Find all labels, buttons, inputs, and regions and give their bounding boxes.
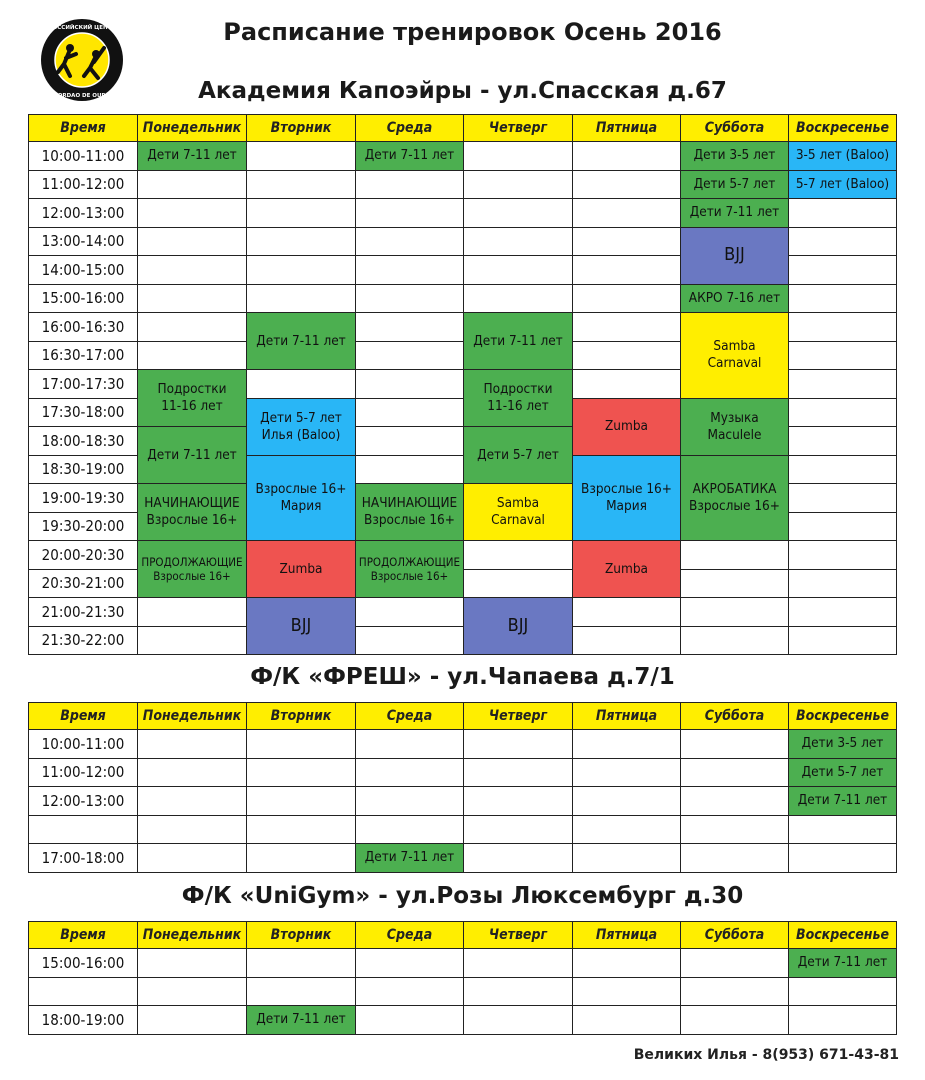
table-row <box>29 844 897 873</box>
class-session <box>138 484 247 541</box>
class-session <box>681 284 789 313</box>
time-slot: 20:30-21:00 <box>29 569 138 598</box>
empty-slot <box>356 455 464 484</box>
empty-slot <box>681 844 789 873</box>
empty-slot <box>138 977 247 1006</box>
svg-text:CORDAO DE OURO: CORDAO DE OURO <box>53 93 111 99</box>
empty-slot <box>789 569 897 598</box>
empty-slot <box>247 787 356 816</box>
table-row <box>29 758 897 787</box>
empty-slot <box>464 815 573 844</box>
session-label: Взрослые 16+ <box>364 512 455 528</box>
class-session <box>789 142 897 171</box>
class-session <box>573 398 681 455</box>
session-label: Дети 7-11 лет <box>689 204 780 221</box>
empty-slot <box>789 455 897 484</box>
empty-slot <box>789 398 897 427</box>
day-header: Время <box>29 922 138 949</box>
empty-slot <box>573 199 681 228</box>
empty-slot <box>247 815 356 844</box>
class-session <box>681 199 789 228</box>
session-label: Дети 7-11 лет <box>473 332 563 349</box>
empty-slot <box>681 541 789 570</box>
empty-slot <box>681 1006 789 1035</box>
table-row <box>29 626 897 655</box>
day-header: Среда <box>356 703 464 730</box>
session-label: ПРОДОЛЖАЮЩИЕ <box>141 554 243 569</box>
session-label: Мария <box>280 497 322 514</box>
empty-slot <box>356 313 464 342</box>
empty-slot <box>573 341 681 370</box>
empty-slot <box>138 787 247 816</box>
class-session <box>573 455 681 541</box>
session-label: Дети 7-11 лет <box>364 849 455 866</box>
empty-slot <box>247 758 356 787</box>
session-label: Дети 7-11 лет <box>256 1011 346 1028</box>
empty-slot <box>573 227 681 256</box>
session-label: АКРОБАТИКА <box>692 480 777 497</box>
day-header: Среда <box>356 115 464 142</box>
day-header: Воскресенье <box>789 922 897 949</box>
empty-slot <box>464 949 573 978</box>
class-session <box>464 427 573 484</box>
time-slot: 19:30-20:00 <box>29 512 138 541</box>
section-title-unigym: Ф/К «UniGym» - ул.Розы Люксембург д.30 <box>181 883 744 909</box>
class-session <box>573 541 681 598</box>
table-row <box>29 977 897 1006</box>
table-row <box>29 199 897 228</box>
session-label: Мария <box>606 497 647 514</box>
time-slot: 16:00-16:30 <box>29 313 138 342</box>
empty-slot <box>356 758 464 787</box>
session-label: Дети 5-7 лет <box>260 409 342 426</box>
empty-slot <box>356 341 464 370</box>
session-label: НАЧИНАЮЩИЕ <box>144 495 240 512</box>
time-slot: 17:00-17:30 <box>29 370 138 399</box>
day-header: Воскресенье <box>789 703 897 730</box>
empty-slot <box>138 313 247 342</box>
empty-slot <box>573 1006 681 1035</box>
session-label: 11-16 лет <box>487 398 549 414</box>
session-label: Музыка <box>710 409 759 426</box>
empty-slot <box>681 787 789 816</box>
empty-slot <box>247 844 356 873</box>
session-label: Дети 7-11 лет <box>797 954 888 971</box>
session-label: Дети 7-11 лет <box>797 792 888 809</box>
session-label: 3-5 лет (Baloo) <box>795 147 890 164</box>
empty-slot <box>356 398 464 427</box>
empty-slot <box>138 844 247 873</box>
empty-slot <box>356 949 464 978</box>
time-slot: 15:00-16:00 <box>29 949 138 978</box>
empty-slot <box>464 569 573 598</box>
header-row <box>29 703 897 730</box>
empty-slot <box>464 1006 573 1035</box>
session-label: Carnaval <box>491 512 545 528</box>
empty-slot <box>356 227 464 256</box>
empty-slot <box>464 170 573 199</box>
day-header: Вторник <box>247 922 356 949</box>
time-slot: 18:00-18:30 <box>29 427 138 456</box>
session-label: Дети 3-5 лет <box>693 147 776 164</box>
class-session <box>464 313 573 370</box>
session-label: 11-16 лет <box>161 398 223 414</box>
session-label: Дети 5-7 лет <box>477 446 559 463</box>
class-session <box>356 844 464 873</box>
class-session <box>681 313 789 399</box>
table-row <box>29 170 897 199</box>
time-slot: 18:30-19:00 <box>29 455 138 484</box>
day-header: Суббота <box>681 115 789 142</box>
empty-slot <box>247 142 356 171</box>
empty-slot <box>573 256 681 285</box>
session-label: Взрослые 16+ <box>255 480 347 497</box>
empty-slot <box>356 256 464 285</box>
empty-slot <box>464 284 573 313</box>
empty-slot <box>464 977 573 1006</box>
day-header: Понедельник <box>138 703 247 730</box>
time-slot: 18:00-19:00 <box>29 1006 138 1035</box>
empty-slot <box>789 977 897 1006</box>
session-label: НАЧИНАЮЩИЕ <box>361 495 458 512</box>
table-row <box>29 598 897 627</box>
class-session <box>247 313 356 370</box>
empty-slot <box>789 541 897 570</box>
schedule-table-unigym <box>28 921 897 1035</box>
session-label: Дети 7-11 лет <box>256 332 346 349</box>
empty-slot <box>247 949 356 978</box>
empty-slot <box>247 227 356 256</box>
empty-slot <box>464 199 573 228</box>
class-session <box>464 598 573 655</box>
empty-slot <box>789 1006 897 1035</box>
session-label: 5-7 лет (Baloo) <box>795 175 890 192</box>
empty-slot <box>356 199 464 228</box>
session-label: BJJ <box>290 614 312 636</box>
time-slot: 16:30-17:00 <box>29 341 138 370</box>
session-label: Взрослые 16+ <box>581 480 672 497</box>
day-header: Время <box>29 115 138 142</box>
empty-slot <box>138 949 247 978</box>
day-header: Понедельник <box>138 922 247 949</box>
empty-slot <box>573 626 681 655</box>
page-title: Расписание тренировок Осень 2016 <box>223 18 722 46</box>
session-label: Дети 5-7 лет <box>801 763 884 780</box>
schedule-table-academy <box>28 114 897 655</box>
empty-slot <box>138 598 247 627</box>
empty-slot <box>681 977 789 1006</box>
day-header: Пятница <box>573 703 681 730</box>
day-header: Вторник <box>247 703 356 730</box>
session-label: Zumba <box>279 560 323 577</box>
day-header: Суббота <box>681 922 789 949</box>
empty-slot <box>464 227 573 256</box>
day-header: Вторник <box>247 115 356 142</box>
class-session <box>247 398 356 455</box>
empty-slot <box>789 598 897 627</box>
empty-slot <box>247 370 356 399</box>
empty-slot <box>356 626 464 655</box>
empty-slot <box>681 598 789 627</box>
empty-slot <box>573 758 681 787</box>
session-label: ПРОДОЛЖАЮЩИЕ <box>358 554 461 569</box>
time-slot: 12:00-13:00 <box>29 787 138 816</box>
empty-slot <box>789 284 897 313</box>
time-slot: 11:00-12:00 <box>29 170 138 199</box>
class-session <box>681 142 789 171</box>
session-label: Подростки <box>157 381 227 398</box>
time-slot: 15:00-16:00 <box>29 284 138 313</box>
table-row <box>29 284 897 313</box>
empty-slot <box>789 256 897 285</box>
session-label: Samba <box>496 495 540 512</box>
empty-slot <box>681 730 789 759</box>
class-session <box>247 455 356 541</box>
empty-slot <box>573 142 681 171</box>
empty-slot <box>789 626 897 655</box>
table-row <box>29 227 897 256</box>
class-session <box>247 1006 356 1035</box>
table-row <box>29 787 897 816</box>
empty-slot <box>356 815 464 844</box>
empty-slot <box>138 227 247 256</box>
day-header: Четверг <box>464 922 573 949</box>
class-session <box>247 598 356 655</box>
session-label: Zumba <box>604 560 648 577</box>
class-session <box>789 758 897 787</box>
class-session <box>464 484 573 541</box>
empty-slot <box>789 370 897 399</box>
empty-slot <box>138 730 247 759</box>
class-session <box>138 427 247 484</box>
day-header: Пятница <box>573 922 681 949</box>
class-session <box>464 370 573 427</box>
empty-slot <box>789 199 897 228</box>
empty-slot <box>573 598 681 627</box>
day-header: Суббота <box>681 703 789 730</box>
class-session <box>138 370 247 427</box>
contact-footer: Великих Илья - 8(953) 671-43-81 <box>633 1047 899 1063</box>
empty-slot <box>681 569 789 598</box>
session-label: Дети 3-5 лет <box>801 735 884 752</box>
table-row <box>29 815 897 844</box>
day-header: Воскресенье <box>789 115 897 142</box>
empty-slot <box>247 199 356 228</box>
empty-slot <box>573 730 681 759</box>
empty-slot <box>247 256 356 285</box>
empty-slot <box>789 844 897 873</box>
empty-slot <box>573 313 681 342</box>
empty-slot <box>138 626 247 655</box>
time-slot: 17:00-18:00 <box>29 844 138 873</box>
table-row <box>29 1006 897 1035</box>
empty-slot <box>247 730 356 759</box>
empty-slot <box>138 256 247 285</box>
class-session <box>789 949 897 978</box>
class-session <box>247 541 356 598</box>
empty-slot <box>138 199 247 228</box>
time-slot: 19:00-19:30 <box>29 484 138 513</box>
empty-slot <box>138 1006 247 1035</box>
class-session <box>681 170 789 199</box>
empty-slot <box>573 815 681 844</box>
time-slot: 11:00-12:00 <box>29 758 138 787</box>
table-row <box>29 142 897 171</box>
session-label: Carnaval <box>707 355 762 372</box>
session-label: Подростки <box>483 381 553 398</box>
section-title-academy: Академия Капоэйры - ул.Спасская д.67 <box>198 78 727 104</box>
class-session <box>356 541 464 598</box>
empty-slot <box>356 730 464 759</box>
day-header: Четверг <box>464 115 573 142</box>
session-label: Дети 5-7 лет <box>693 175 776 192</box>
session-label: BJJ <box>724 244 745 266</box>
empty-slot <box>681 815 789 844</box>
empty-slot <box>573 284 681 313</box>
empty-slot <box>138 341 247 370</box>
day-header: Время <box>29 703 138 730</box>
class-session <box>681 227 789 284</box>
empty-slot <box>356 598 464 627</box>
empty-slot <box>573 844 681 873</box>
time-slot: 10:00-11:00 <box>29 730 138 759</box>
day-header: Среда <box>356 922 464 949</box>
empty-slot <box>464 256 573 285</box>
table-row <box>29 730 897 759</box>
empty-slot <box>247 977 356 1006</box>
day-header: Понедельник <box>138 115 247 142</box>
session-label: Илья (Baloo) <box>261 426 341 443</box>
empty-slot <box>573 949 681 978</box>
time-slot: 21:30-22:00 <box>29 626 138 655</box>
empty-slot <box>138 815 247 844</box>
empty-slot <box>573 977 681 1006</box>
empty-slot <box>464 844 573 873</box>
class-session <box>681 455 789 541</box>
session-label: Взрослые 16+ <box>153 569 231 583</box>
class-session <box>789 787 897 816</box>
time-slot <box>29 815 138 844</box>
class-session <box>138 142 247 171</box>
empty-slot <box>138 170 247 199</box>
session-label: Дети 7-11 лет <box>147 446 237 463</box>
time-slot: 13:00-14:00 <box>29 227 138 256</box>
empty-slot <box>138 284 247 313</box>
svg-text:РОССИЙСКИЙ ЦЕНТР: РОССИЙСКИЙ ЦЕНТР <box>48 25 116 31</box>
empty-slot <box>789 341 897 370</box>
session-label: Взрослые 16+ <box>370 569 449 583</box>
empty-slot <box>681 949 789 978</box>
class-session <box>356 142 464 171</box>
session-label: Дети 7-11 лет <box>364 147 455 164</box>
empty-slot <box>356 1006 464 1035</box>
empty-slot <box>789 512 897 541</box>
session-label: Дети 7-11 лет <box>147 147 237 164</box>
time-slot: 14:00-15:00 <box>29 256 138 285</box>
time-slot: 10:00-11:00 <box>29 142 138 171</box>
empty-slot <box>789 227 897 256</box>
empty-slot <box>138 758 247 787</box>
empty-slot <box>464 142 573 171</box>
time-slot: 21:00-21:30 <box>29 598 138 627</box>
class-session <box>789 730 897 759</box>
empty-slot <box>356 370 464 399</box>
table-row <box>29 541 897 570</box>
empty-slot <box>789 815 897 844</box>
class-session <box>789 170 897 199</box>
section-title-fresh: Ф/К «ФРЕШ» - ул.Чапаева д.7/1 <box>250 664 675 690</box>
empty-slot <box>464 787 573 816</box>
empty-slot <box>356 787 464 816</box>
session-label: Maculele <box>707 426 762 443</box>
empty-slot <box>573 370 681 399</box>
empty-slot <box>573 170 681 199</box>
class-session <box>681 398 789 455</box>
empty-slot <box>681 626 789 655</box>
session-label: Взрослые 16+ <box>689 497 780 514</box>
empty-slot <box>681 758 789 787</box>
time-slot: 17:30-18:00 <box>29 398 138 427</box>
empty-slot <box>464 730 573 759</box>
session-label: BJJ <box>507 614 529 636</box>
empty-slot <box>573 787 681 816</box>
time-slot <box>29 977 138 1006</box>
empty-slot <box>356 170 464 199</box>
empty-slot <box>247 284 356 313</box>
empty-slot <box>789 313 897 342</box>
empty-slot <box>356 427 464 456</box>
empty-slot <box>464 541 573 570</box>
class-session <box>138 541 247 598</box>
session-label: Zumba <box>604 418 648 435</box>
class-session <box>356 484 464 541</box>
empty-slot <box>356 977 464 1006</box>
session-label: Взрослые 16+ <box>146 512 238 528</box>
day-header: Четверг <box>464 703 573 730</box>
header-row <box>29 115 897 142</box>
schedule-table-fresh <box>28 702 897 873</box>
empty-slot <box>464 758 573 787</box>
session-label: Samba <box>713 338 756 355</box>
session-label: АКРО 7-16 лет <box>688 289 781 306</box>
empty-slot <box>356 284 464 313</box>
time-slot: 12:00-13:00 <box>29 199 138 228</box>
empty-slot <box>789 484 897 513</box>
time-slot: 20:00-20:30 <box>29 541 138 570</box>
header-row <box>29 922 897 949</box>
table-row <box>29 949 897 978</box>
day-header: Пятница <box>573 115 681 142</box>
empty-slot <box>789 427 897 456</box>
empty-slot <box>247 170 356 199</box>
table-row <box>29 313 897 342</box>
